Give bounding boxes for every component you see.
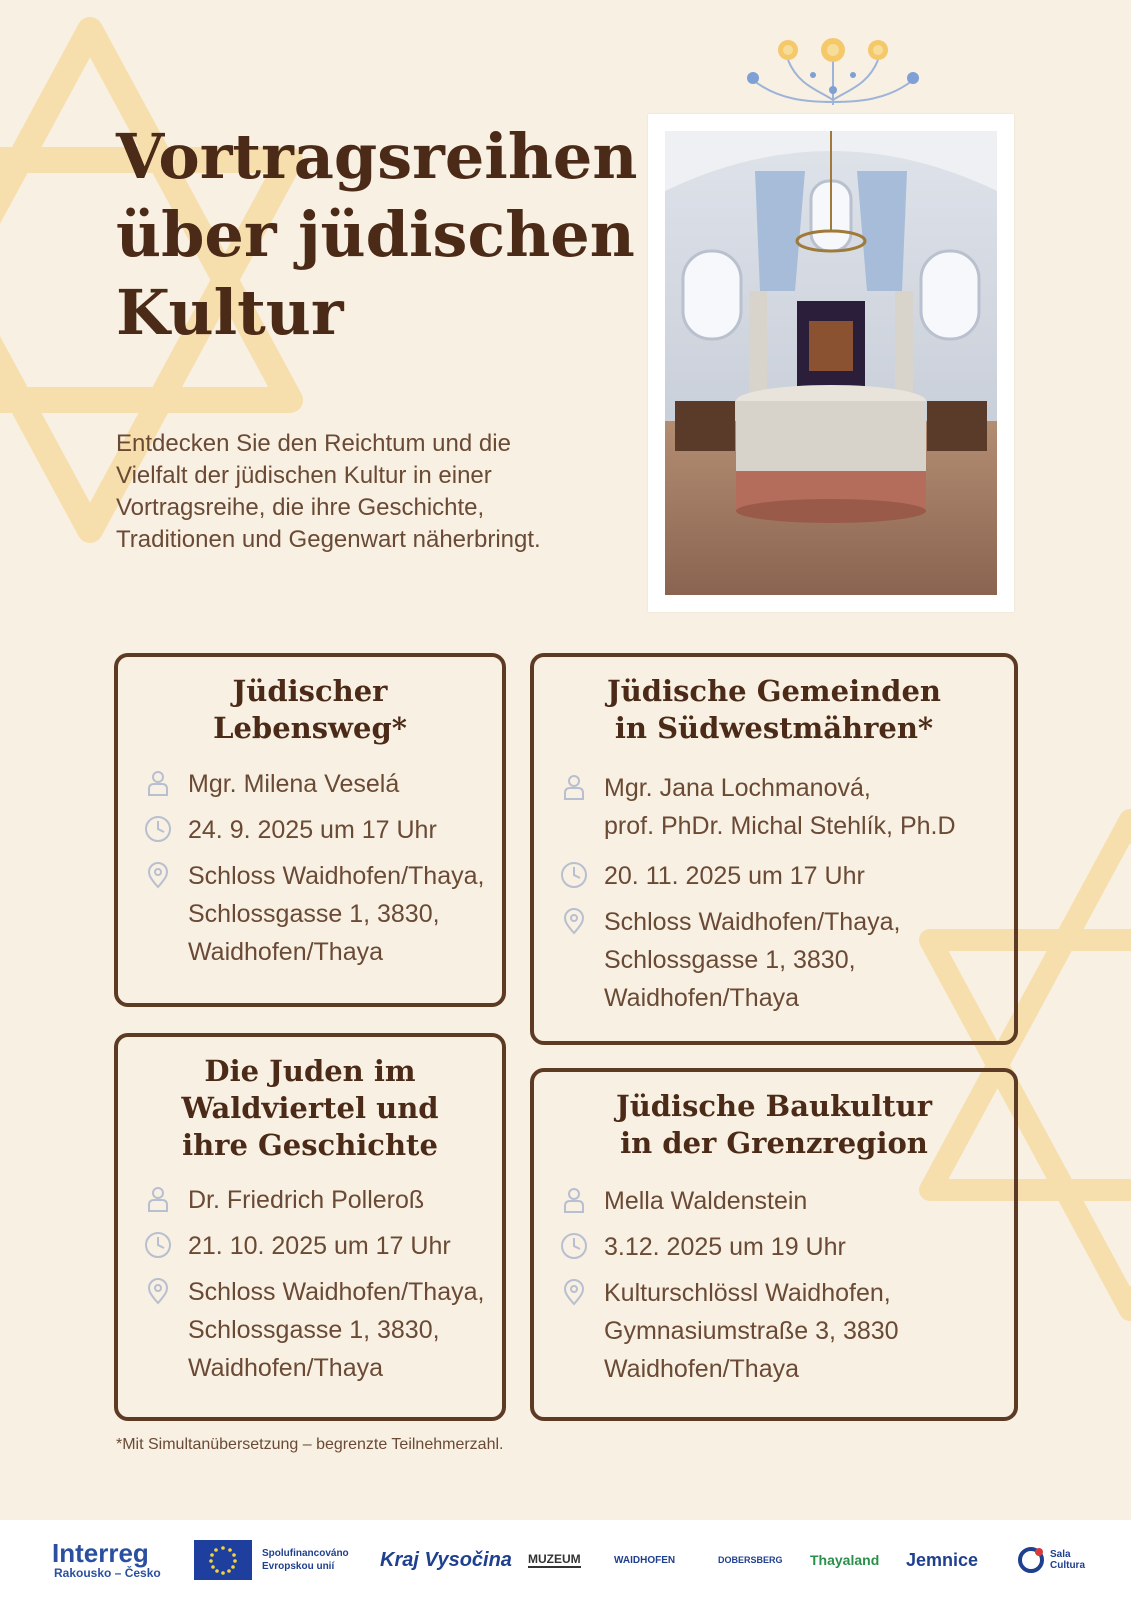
kraj-vysocina-logo <box>380 1520 512 1600</box>
lecture-card <box>114 653 506 1007</box>
lecture-title <box>534 1088 1014 1162</box>
datetime-row <box>144 811 437 849</box>
lecture-title <box>534 673 1014 747</box>
eu-flag-icon <box>194 1540 252 1580</box>
synagogue-interior-photo <box>665 131 997 595</box>
interreg-logo <box>52 1520 182 1600</box>
lecture-datetime: 20. 11. 2025 um 17 Uhr <box>604 862 865 890</box>
sala-text-line: Cultura <box>1050 1560 1085 1571</box>
title-line: über jüdischen <box>116 198 635 271</box>
location-row <box>144 1273 484 1387</box>
sala-cultura-mark-icon <box>1016 1545 1046 1575</box>
speaker-row <box>144 1181 424 1219</box>
location-line: Schloss Waidhofen/Thaya, <box>188 1278 485 1306</box>
eu-funding-logo <box>194 1520 374 1600</box>
muzeum-logo <box>528 1520 581 1600</box>
location-line: Schlossgasse 1, 3830, <box>604 946 856 974</box>
lecture-datetime: 3.12. 2025 um 19 Uhr <box>604 1233 846 1261</box>
footnote: *Mit Simultanübersetzung – begrenzte Teilnehmerzahl. <box>116 1436 504 1453</box>
map-pin-icon <box>560 907 588 935</box>
location-row <box>560 903 900 1017</box>
location-line: Schlossgasse 1, 3830, <box>188 1316 440 1344</box>
location-line: Schlossgasse 1, 3830, <box>188 900 440 928</box>
jemnice-text: Jemnice <box>906 1549 979 1570</box>
clock-icon <box>144 1231 172 1259</box>
title-line: Vortragsreihen <box>116 120 638 193</box>
map-pin-icon <box>144 861 172 889</box>
sala-text-line: Sala <box>1050 1549 1071 1560</box>
muzeum-text: MUZEUM <box>528 1552 581 1566</box>
person-icon <box>560 1186 588 1214</box>
location-line: Schloss Waidhofen/Thaya, <box>604 908 901 936</box>
lecture-title-line: in Südwestmähren* <box>614 711 934 745</box>
location-row <box>560 1274 899 1388</box>
thayaland-text: Thayaland <box>810 1552 880 1568</box>
title-line: Kultur <box>116 276 344 349</box>
lecture-title-line: Lebensweg* <box>213 711 407 745</box>
page-title <box>116 118 636 352</box>
synagogue-photo-frame <box>648 114 1014 612</box>
speaker-row <box>144 765 399 803</box>
location-line: Waidhofen/Thaya <box>604 1355 800 1383</box>
lecture-datetime: 21. 10. 2025 um 17 Uhr <box>188 1232 451 1260</box>
lecture-title-line: ihre Geschichte <box>182 1128 438 1162</box>
interreg-name: Interreg <box>52 1538 149 1568</box>
thayaland-logo <box>810 1520 879 1600</box>
lecture-title-line: Jüdischer <box>232 674 388 708</box>
speaker-row <box>560 769 956 845</box>
map-pin-icon <box>144 1277 172 1305</box>
lecture-title-line: Jüdische Gemeinden <box>607 674 941 708</box>
dobersberg-logo <box>718 1520 783 1600</box>
lecture-title-line: Jüdische Baukultur <box>615 1089 933 1123</box>
intro-line: Vielfalt der jüdischen Kultur in einer <box>116 462 492 489</box>
location-row <box>144 857 484 971</box>
clock-icon <box>560 861 588 889</box>
speaker-name: Mgr. Jana Lochmanová, <box>604 774 871 802</box>
sala-cultura-logo <box>1016 1520 1085 1600</box>
intro-paragraph <box>116 428 586 556</box>
waidhofen-logo <box>614 1520 675 1600</box>
datetime-row <box>560 857 865 895</box>
eu-text-line: Evropskou unií <box>262 1561 335 1572</box>
map-pin-icon <box>560 1278 588 1306</box>
speaker-name: Mella Waldenstein <box>604 1187 808 1215</box>
lecture-title-line: in der Grenzregion <box>620 1126 928 1160</box>
location-line: Schloss Waidhofen/Thaya, <box>188 862 485 890</box>
lecture-title <box>118 673 502 747</box>
lecture-title-line: Die Juden im <box>204 1054 416 1088</box>
lecture-card <box>530 1068 1018 1421</box>
sponsor-logo-bar <box>0 1520 1131 1600</box>
lecture-card <box>530 653 1018 1045</box>
lecture-title <box>118 1053 502 1164</box>
dobersberg-text: DOBERSBERG <box>718 1555 783 1565</box>
intro-line: Entdecken Sie den Reichtum und die <box>116 430 511 457</box>
clock-icon <box>560 1232 588 1260</box>
datetime-row <box>560 1228 846 1266</box>
location-line: Waidhofen/Thaya <box>188 938 384 966</box>
clock-icon <box>144 815 172 843</box>
location-line: Gymnasiumstraße 3, 3830 <box>604 1317 899 1345</box>
speaker-name: Dr. Friedrich Polleroß <box>188 1186 425 1214</box>
location-line: Kulturschlössl Waidhofen, <box>604 1279 891 1307</box>
jemnice-logo <box>906 1520 978 1600</box>
location-line: Waidhofen/Thaya <box>604 984 800 1012</box>
interreg-subtitle: Rakousko – Česko <box>54 1566 161 1580</box>
eu-text-line: Spolufinancováno <box>262 1548 349 1559</box>
lecture-title-line: Waldviertel und <box>181 1091 439 1125</box>
datetime-row <box>144 1227 451 1265</box>
floral-ornament <box>738 30 928 110</box>
speaker-name: prof. PhDr. Michal Stehlík, Ph.D <box>604 812 956 840</box>
person-icon <box>560 773 588 801</box>
waidhofen-text: WAIDHOFEN <box>614 1554 676 1566</box>
lecture-datetime: 24. 9. 2025 um 17 Uhr <box>188 816 437 844</box>
speaker-row <box>560 1182 807 1220</box>
kraj-vysocina-text: Kraj Vysočina <box>380 1548 512 1571</box>
person-icon <box>144 1185 172 1213</box>
location-line: Waidhofen/Thaya <box>188 1354 384 1382</box>
lecture-card <box>114 1033 506 1421</box>
speaker-name: Mgr. Milena Veselá <box>188 770 400 798</box>
intro-line: Traditionen und Gegenwart näherbringt. <box>116 526 541 553</box>
person-icon <box>144 769 172 797</box>
intro-line: Vortragsreihe, die ihre Geschichte, <box>116 494 485 521</box>
